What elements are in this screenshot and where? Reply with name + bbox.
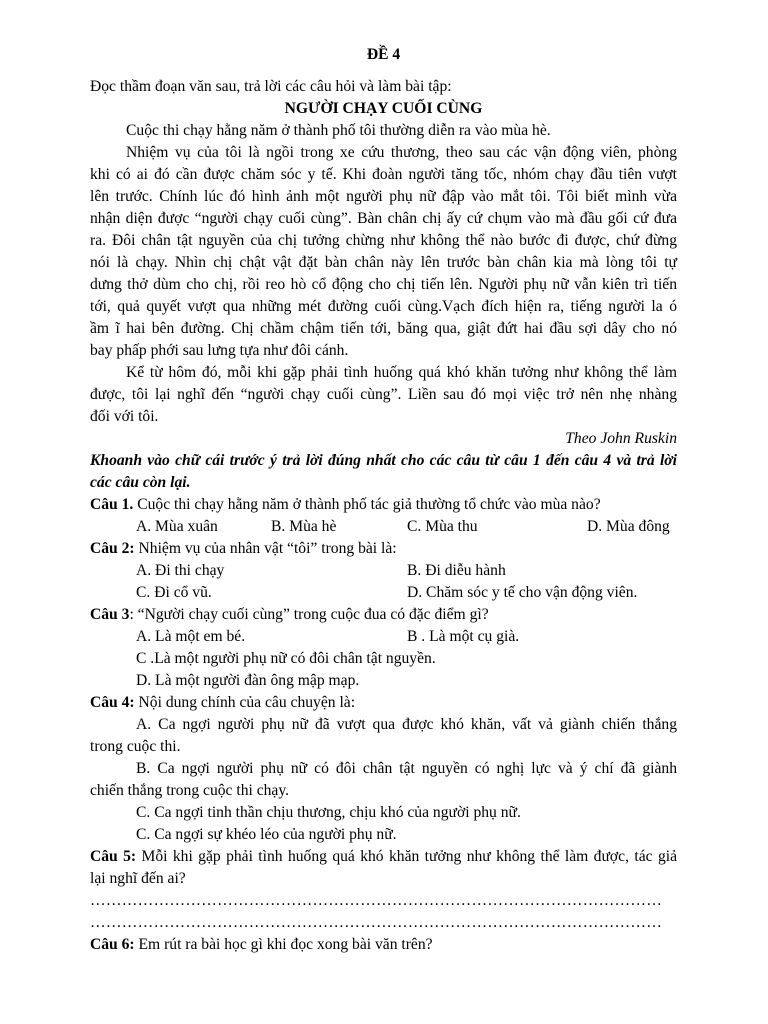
option-d[interactable]: D. Mùa đông — [587, 518, 670, 535]
option-c[interactable]: C. Ca ngợi tinh thần chịu thương, chịu khó của người phụ nữ. — [136, 804, 521, 821]
paragraph-line: lên trước. Chính lúc đó hình ảnh một người phụ nữ đập vào mắt tôi. Tôi biết mình vừa — [90, 188, 677, 205]
question-text: Em rút ra bài học gì khi đọc xong bài văn trên? — [134, 936, 433, 953]
option-line: trong cuộc thi. — [90, 738, 181, 755]
option-b[interactable]: B. Đi diễu hành — [407, 562, 506, 579]
question-1 — [90, 494, 677, 516]
answer-line[interactable]: ……………………………………………………………………………………………… — [90, 892, 663, 909]
question-label: Câu 6: — [90, 936, 135, 953]
question-2 — [90, 538, 677, 560]
question-text: Nhiệm vụ của nhân vật “tôi” trong bài là: — [134, 540, 397, 557]
question-label: Câu 4: — [90, 694, 135, 711]
paragraph-line: Kể từ hôm đó, mỗi khi gặp phải tình huống quá khó khăn tưởng như không thể làm — [126, 364, 677, 381]
question-2-options-row-1 — [90, 560, 677, 582]
question-label: Câu 2: — [90, 540, 135, 557]
option-a[interactable]: A. Là một em bé. — [136, 628, 246, 645]
paragraph-line: nhận diện được “người chạy cuối cùng”. Bàn chân chị ấy cứ chụm vào mà đầu gối cứ đưa — [90, 210, 677, 227]
question-6 — [90, 934, 677, 956]
paragraph-line: ầm ĩ hai bên đường. Chị chầm chậm tiến tới, băng qua, giật đứt hai đầu sợi dây cho nó — [90, 320, 677, 337]
option-line: chiến thắng trong cuộc thi chạy. — [90, 782, 290, 799]
paragraph-line: Nhiệm vụ của tôi là ngồi trong xe cứu thương, theo sau các vận động viên, phòng — [126, 144, 677, 161]
story-title: NGƯỜI CHẠY CUỐI CÙNG — [284, 100, 483, 117]
question-text: Mỗi khi gặp phải tình huống quá khó khăn tưởng như không thể làm được, tác giả — [136, 848, 677, 865]
option-b[interactable]: B . Là một cụ già. — [407, 628, 520, 645]
question-text: Nội dung chính của câu chuyện là: — [134, 694, 356, 711]
question-label: Câu 3 — [90, 606, 130, 623]
task-instruction — [90, 450, 677, 494]
option-line: B. Ca ngợi người phụ nữ có đôi chân tật nguyền có nghị lực và ý chí đã giành — [136, 760, 677, 777]
task-line: các câu còn lại. — [90, 474, 191, 491]
question-label: Câu 5: — [90, 848, 137, 865]
question-4 — [90, 692, 677, 714]
option-d[interactable]: C. Ca ngợi sự khéo léo của người phụ nữ. — [136, 826, 397, 843]
option-line: A. Ca ngợi người phụ nữ đã vượt qua được khó khăn, vất vả giành chiến thắng — [136, 716, 677, 733]
option-a[interactable] — [90, 714, 677, 758]
question-3-options-row-1 — [90, 626, 677, 648]
story-paragraph-1: Cuộc thi chạy hằng năm ở thành phố tôi thường diễn ra vào mùa hè. — [126, 122, 551, 139]
reading-instruction: Đọc thầm đoạn văn sau, trả lời các câu hỏi và làm bài tập: — [90, 78, 452, 95]
paragraph-line: khi có ai đó cần được chăm sóc y tế. Khi đoàn người tăng tốc, nhóm chạy đầu tiên vượt — [90, 166, 677, 183]
question-5-continued: lại nghĩ đến ai? — [90, 870, 186, 887]
paragraph-line: ra. Đôi chân tật nguyền của chị tưởng chừng như không thể nào bước đi được, chứ đừng — [90, 232, 677, 249]
paragraph-line: tới, quả quyết vượt qua những mét đường cuối cùng.Vạch đích hiện ra, tiếng người la ó — [90, 298, 677, 315]
paragraph-line: nói là chạy. Nhìn chị chật vật đặt bàn chân này lên trước bàn chân kia mà lòng tôi tự — [90, 254, 677, 271]
story-paragraph-3 — [90, 362, 677, 428]
question-1-options — [90, 516, 677, 538]
option-b[interactable]: B. Mùa hè — [271, 518, 337, 535]
option-a[interactable]: A. Đi thi chạy — [136, 562, 225, 579]
paragraph-line: được, tôi lại nghĩ đến “người chạy cuối cùng”. Liền sau đó mọi việc trở nên nhẹ nhàng — [90, 386, 677, 403]
question-text: : “Người chạy cuối cùng” trong cuộc đua có đặc điểm gì? — [129, 606, 489, 623]
option-b[interactable] — [90, 758, 677, 802]
question-2-options-row-2 — [90, 582, 677, 604]
question-text: Cuộc thi chạy hằng năm ở thành phố tác giả thường tổ chức vào mùa nào? — [133, 496, 601, 513]
question-5 — [90, 846, 677, 868]
option-c[interactable]: C .Là một người phụ nữ có đôi chân tật nguyền. — [136, 650, 436, 667]
story-paragraph-2 — [90, 142, 677, 362]
answer-line[interactable]: ……………………………………………………………………………………………… — [90, 914, 663, 931]
question-label: Câu 1. — [90, 496, 134, 513]
option-a[interactable]: A. Mùa xuân — [136, 518, 218, 535]
exam-title: ĐỀ 4 — [366, 46, 401, 63]
paragraph-line: bay phấp phới sau lưng tựa như đôi cánh. — [90, 342, 349, 359]
option-c[interactable]: C. Mùa thu — [407, 518, 478, 535]
task-line: Khoanh vào chữ cái trước ý trả lời đúng nhất cho các câu từ câu 1 đến câu 4 và trả lời — [90, 452, 677, 469]
question-3 — [90, 604, 677, 626]
paragraph-line: dưng thở dùm cho chị, rồi reo hò cổ động cho chị tiến lên. Người phụ nữ vẫn kiên trì tiến — [90, 276, 677, 293]
paragraph-line: đối với tôi. — [90, 408, 159, 425]
option-d[interactable]: D. Là một người đàn ông mập mạp. — [136, 672, 360, 689]
option-c[interactable]: C. Đi cổ vũ. — [136, 584, 212, 601]
option-d[interactable]: D. Chăm sóc y tế cho vận động viên. — [407, 584, 638, 601]
story-source: Theo John Ruskin — [565, 430, 677, 447]
